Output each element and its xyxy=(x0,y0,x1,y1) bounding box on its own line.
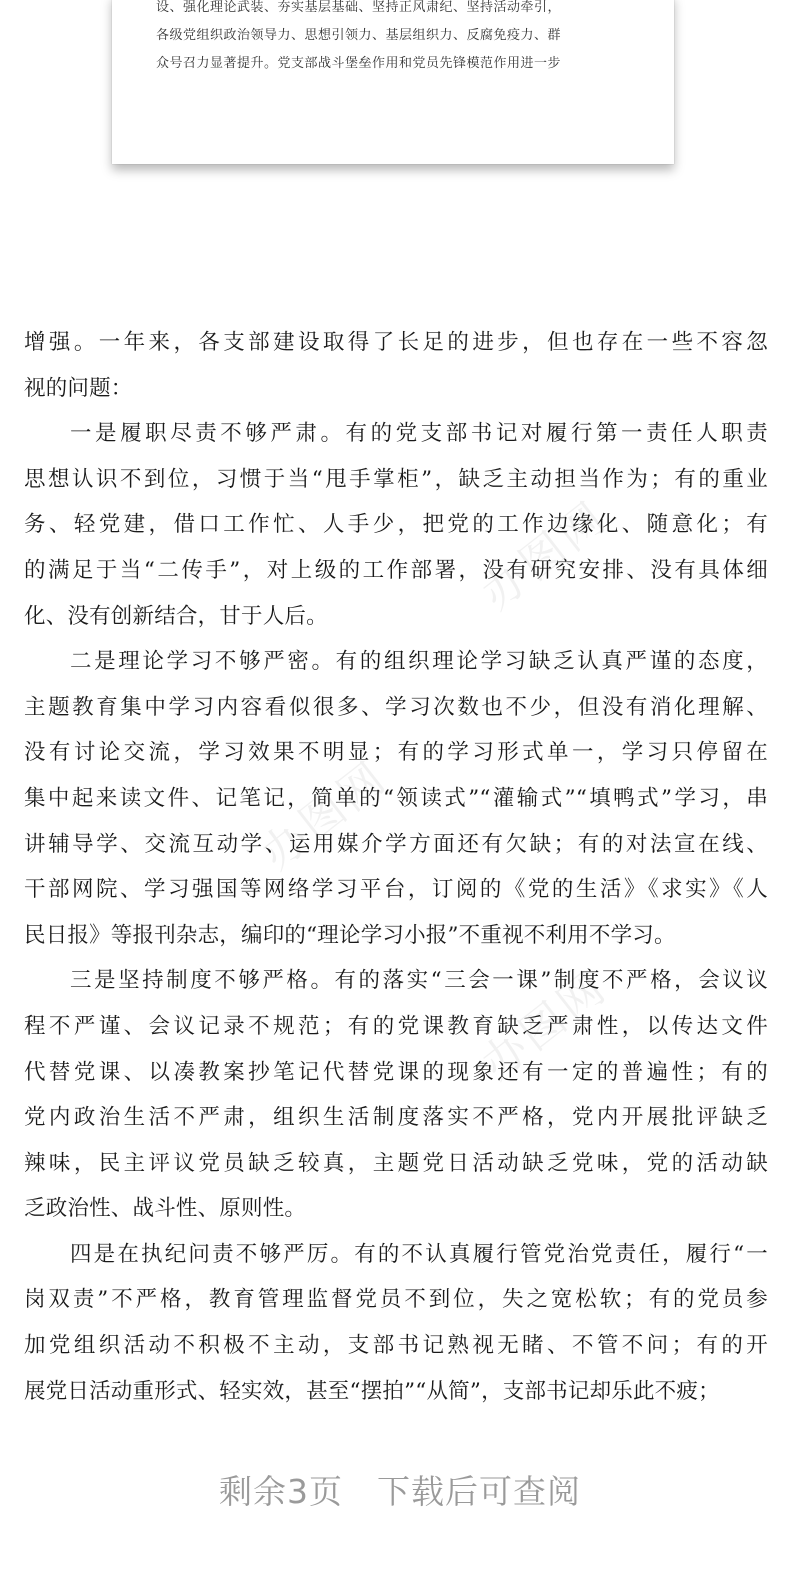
text-line: 展党日活动重形式、轻实效，甚至“摆拍”“从简”，支部书记却乐此不疲； xyxy=(24,1378,720,1404)
text-line: 增强。一年来，各支部建设取得了长足的进步，但也存在一些不容忽 xyxy=(24,330,768,355)
text-line: 党内政治生活不严肃，组织生活制度落实不严格，党内开展批评缺乏 xyxy=(24,1105,768,1131)
download-to-view-label: 下载后可查阅 xyxy=(377,1472,581,1511)
preview-line: 各级党组织政治领导力、思想引领力、基层组织力、反腐免疫力、群 xyxy=(156,28,562,43)
paragraph-4 xyxy=(24,1232,768,1414)
text-line: 加党组织活动不积极不主动，支部书记熟视无睹、不管不问；有的开 xyxy=(24,1333,768,1359)
text-line: 程不严谨、会议记录不规范；有的党课教育缺乏严肃性，以传达文件 xyxy=(24,1013,768,1039)
text-line: 主题教育集中学习内容看似很多、学习次数也不少，但没有消化理解、 xyxy=(24,694,768,720)
watermark: 办图网 xyxy=(252,751,398,880)
text-line: 的满足于当“二传手”，对上级的工作部署，没有研究安排、没有具体细 xyxy=(24,557,768,583)
text-line: 岗双责”不严格，教育管理监督党员不到位，失之宽松软；有的党员参 xyxy=(24,1287,768,1313)
preview-card xyxy=(112,0,674,164)
text-line: 没有讨论交流，学习效果不明显；有的学习形式单一，学习只停留在 xyxy=(24,740,768,766)
document-body xyxy=(24,320,768,1414)
watermark: 办图网 xyxy=(472,491,618,620)
paragraph-1 xyxy=(24,411,768,639)
download-prompt[interactable] xyxy=(0,1466,800,1513)
watermark: 办图网 xyxy=(472,961,618,1090)
text-line: 乏政治性、战斗性、原则性。 xyxy=(24,1196,307,1222)
text-line: 民日报》等报刊杂志，编印的“理论学习小报”不重视不利用不学习。 xyxy=(24,922,676,948)
text-line: 视的问题： xyxy=(24,375,133,401)
text-line: 讲辅导学、交流互动学、运用媒介学方面还有欠缺；有的对法宣在线、 xyxy=(24,831,768,857)
text-line: 干部网院、学习强国等网络学习平台，订阅的《党的生活》《求实》《人 xyxy=(24,877,768,903)
text-line: 思想认识不到位，习惯于当“甩手掌柜”，缺乏主动担当作为；有的重业 xyxy=(24,466,768,492)
preview-line: 众号召力显著提升。党支部战斗堡垒作用和党员先锋模范作用进一步 xyxy=(156,56,562,71)
preview-line: 设、强化理论武装、夯实基层基础、坚持正风肃纪、坚持活动牵引， xyxy=(156,0,562,15)
paragraph-3 xyxy=(24,958,768,1232)
text-line: 一是履职尽责不够严肃。有的党支部书记对履行第一责任人职责 xyxy=(70,421,768,447)
remaining-pages-label: 剩余3页 xyxy=(219,1472,343,1511)
text-line: 代替党课、以凑教案抄笔记代替党课的现象还有一定的普遍性；有的 xyxy=(24,1059,768,1085)
text-line: 化、没有创新结合，甘于人后。 xyxy=(24,603,328,629)
paragraph-2 xyxy=(24,639,768,958)
text-line: 集中起来读文件、记笔记，简单的“领读式”“灌输式”“填鸭式”学习，串 xyxy=(24,785,768,811)
intro-paragraph xyxy=(24,320,768,411)
preview-text xyxy=(156,0,636,78)
text-line: 务、轻党建，借口工作忙、人手少，把党的工作边缘化、随意化；有 xyxy=(24,512,768,538)
text-line: 三是坚持制度不够严格。有的落实“三会一课”制度不严格，会议议 xyxy=(70,968,768,994)
text-line: 四是在执纪问责不够严厉。有的不认真履行管党治党责任，履行“一 xyxy=(70,1241,768,1267)
text-line: 辣味，民主评议党员缺乏较真，主题党日活动缺乏党味，党的活动缺 xyxy=(24,1150,768,1176)
text-line: 二是理论学习不够严密。有的组织理论学习缺乏认真严谨的态度， xyxy=(70,649,768,675)
